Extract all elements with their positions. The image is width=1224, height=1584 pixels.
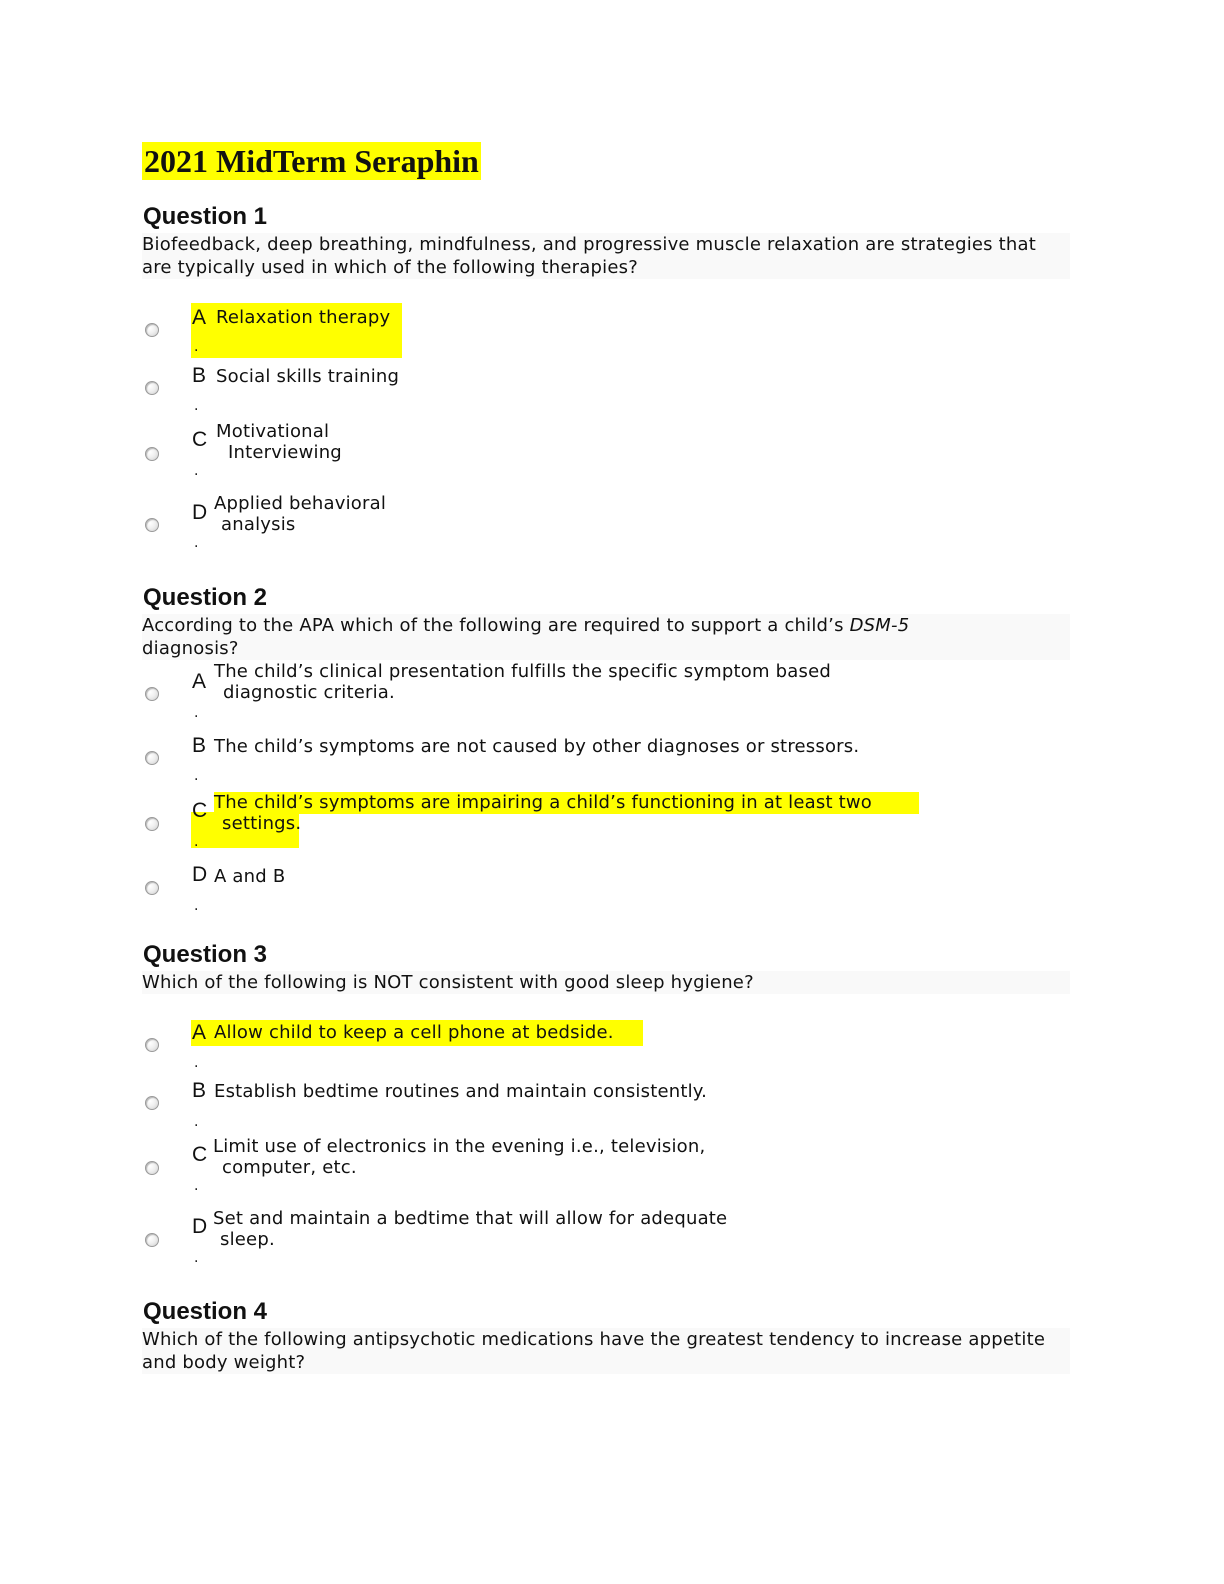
- option-dot: .: [194, 705, 199, 721]
- option-b-label: The child’s symptoms are not caused by other diagnoses or stressors.: [214, 736, 860, 757]
- option-letter: A: [192, 670, 207, 693]
- option-b-radio[interactable]: [145, 1096, 159, 1110]
- option-a-label: Allow child to keep a cell phone at bedside.: [214, 1022, 614, 1043]
- question-text: Biofeedback, deep breathing, mindfulness, and progressive muscle relaxation are strategies that are typically used in which of the following therapies?: [142, 233, 1070, 279]
- option-d-radio[interactable]: [145, 881, 159, 895]
- option-dot: .: [194, 898, 199, 914]
- question-text: Which of the following is NOT consistent with good sleep hygiene?: [142, 971, 1070, 994]
- option-d-label: A and B: [214, 866, 286, 887]
- option-dot: .: [194, 1055, 199, 1071]
- option-letter: B: [192, 734, 207, 757]
- question-heading: Question 1: [143, 203, 268, 230]
- question-heading: Question 2: [143, 584, 268, 611]
- option-dot: .: [194, 339, 199, 355]
- question-text: According to the APA which of the following are required to support a child’s DSM-5 diagnosis?: [142, 614, 1070, 660]
- option-d-radio[interactable]: [145, 518, 159, 532]
- option-dot: .: [194, 463, 199, 479]
- question-text: Which of the following antipsychotic medications have the greatest tendency to increase appetite and body weight?: [142, 1328, 1070, 1374]
- option-letter: A: [192, 1021, 207, 1044]
- option-c-label: Motivational Interviewing: [216, 421, 342, 463]
- question-heading: Question 4: [143, 1298, 268, 1325]
- option-d-radio[interactable]: [145, 1233, 159, 1247]
- option-dot: .: [194, 535, 199, 551]
- option-dot: .: [194, 1114, 199, 1130]
- option-letter: B: [192, 1079, 207, 1102]
- option-b-radio[interactable]: [145, 751, 159, 765]
- option-c-radio[interactable]: [145, 1161, 159, 1175]
- option-c-radio[interactable]: [145, 447, 159, 461]
- option-b-label: Establish bedtime routines and maintain consistently.: [214, 1081, 708, 1102]
- option-b-radio[interactable]: [145, 381, 159, 395]
- question-heading: Question 3: [143, 941, 268, 968]
- option-dot: .: [194, 768, 199, 784]
- option-dot: .: [194, 1250, 199, 1266]
- option-c-label: Limit use of electronics in the evening i.e., television, computer, etc.: [213, 1136, 706, 1178]
- option-d-label: Applied behavioral analysis: [214, 493, 387, 535]
- document-title: 2021 MidTerm Seraphin: [144, 143, 479, 179]
- option-letter: A: [192, 306, 207, 329]
- option-dot: .: [194, 398, 199, 414]
- option-c-label: The child’s symptoms are impairing a child’s functioning in at least two settings.: [214, 792, 873, 834]
- option-a-radio[interactable]: [145, 687, 159, 701]
- option-a-label: Relaxation therapy: [216, 307, 391, 328]
- option-letter: C: [192, 1143, 208, 1166]
- option-letter: D: [192, 501, 208, 524]
- option-dot: .: [194, 834, 199, 850]
- option-d-label: Set and maintain a bedtime that will allow for adequate sleep.: [213, 1208, 728, 1250]
- option-a-label: The child’s clinical presentation fulfills the specific symptom based diagnostic criteria.: [214, 661, 831, 703]
- option-a-radio[interactable]: [145, 323, 159, 337]
- option-letter: D: [192, 863, 208, 886]
- option-letter: C: [192, 428, 208, 451]
- option-letter: B: [192, 364, 207, 387]
- option-c-radio[interactable]: [145, 817, 159, 831]
- option-letter: D: [192, 1215, 208, 1238]
- option-dot: .: [194, 1178, 199, 1194]
- option-a-radio[interactable]: [145, 1038, 159, 1052]
- option-letter: C: [192, 799, 208, 822]
- option-b-label: Social skills training: [216, 366, 400, 387]
